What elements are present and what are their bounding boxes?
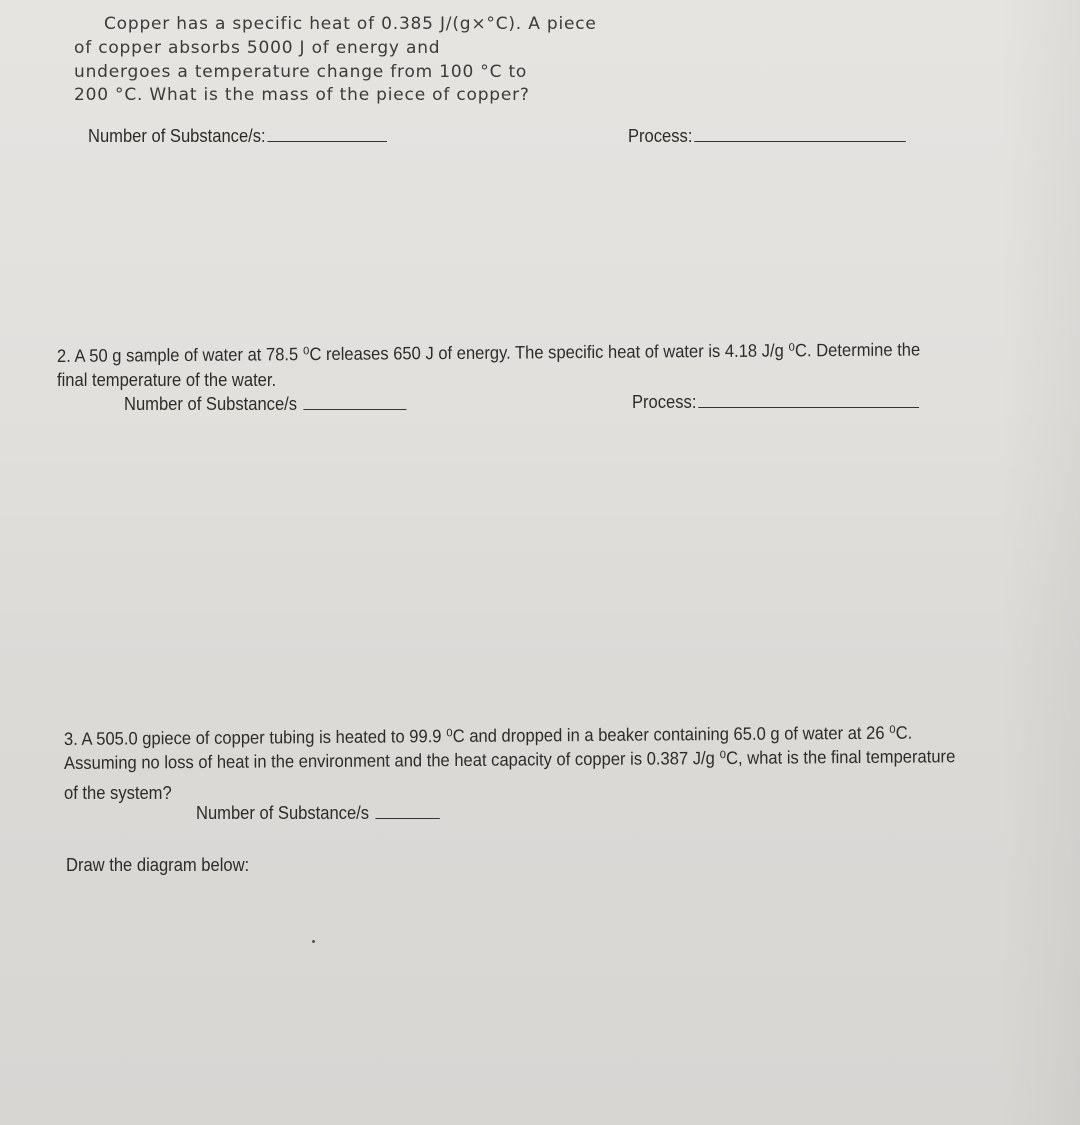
q2-process-field — [632, 392, 919, 413]
q2-line-2: final temperature of the water. — [57, 370, 277, 390]
q2-substances-label: Number of Substance/s — [124, 394, 298, 414]
q2-process-blank[interactable] — [698, 406, 919, 408]
q3-draw-label: Draw the diagram below: — [66, 855, 250, 875]
q3-line-2: Assuming no loss of heat in the environment and the heat capacity of copper is 0.387 J/g ⁰C, what is the final temperature — [63, 746, 956, 773]
q2-line-1: 2. A 50 g sample of water at 78.5 ⁰C releases 650 J of energy. The specific heat of water is 4.18 J/g ⁰C. Determine the — [56, 339, 921, 366]
q2-substances-field — [124, 394, 407, 415]
q1-substances-field — [88, 126, 387, 147]
q2-substances-blank[interactable] — [304, 408, 407, 410]
q3-line-1: 3. A 505.0 gpiece of copper tubing is heated to 99.9 ⁰C and dropped in a beaker containing 65.0 g of water at 26 ⁰C. — [63, 722, 913, 749]
q1-line-1: Copper has a specific heat of 0.385 J/(g×°C). A piece — [104, 14, 597, 34]
q2-process-label: Process: — [632, 392, 697, 412]
q1-line-2: of copper absorbs 5000 J of energy and — [74, 38, 441, 58]
page-shadow — [1000, 0, 1080, 1125]
q1-substances-label: Number of Substance/s: — [88, 126, 266, 146]
q3-line-3: of the system? — [64, 783, 172, 803]
q1-line-4: 200 °C. What is the mass of the piece of copper? — [74, 85, 530, 105]
q3-substances-blank[interactable] — [376, 817, 440, 819]
stray-mark — [312, 940, 315, 943]
q1-substances-blank[interactable] — [268, 140, 388, 142]
q1-process-field — [628, 126, 906, 147]
q1-process-label: Process: — [628, 126, 693, 146]
q1-process-blank[interactable] — [694, 140, 906, 142]
q1-line-3: undergoes a temperature change from 100 °C to — [74, 62, 528, 82]
q3-substances-label: Number of Substance/s — [196, 803, 370, 823]
q3-substances-field — [196, 803, 440, 824]
